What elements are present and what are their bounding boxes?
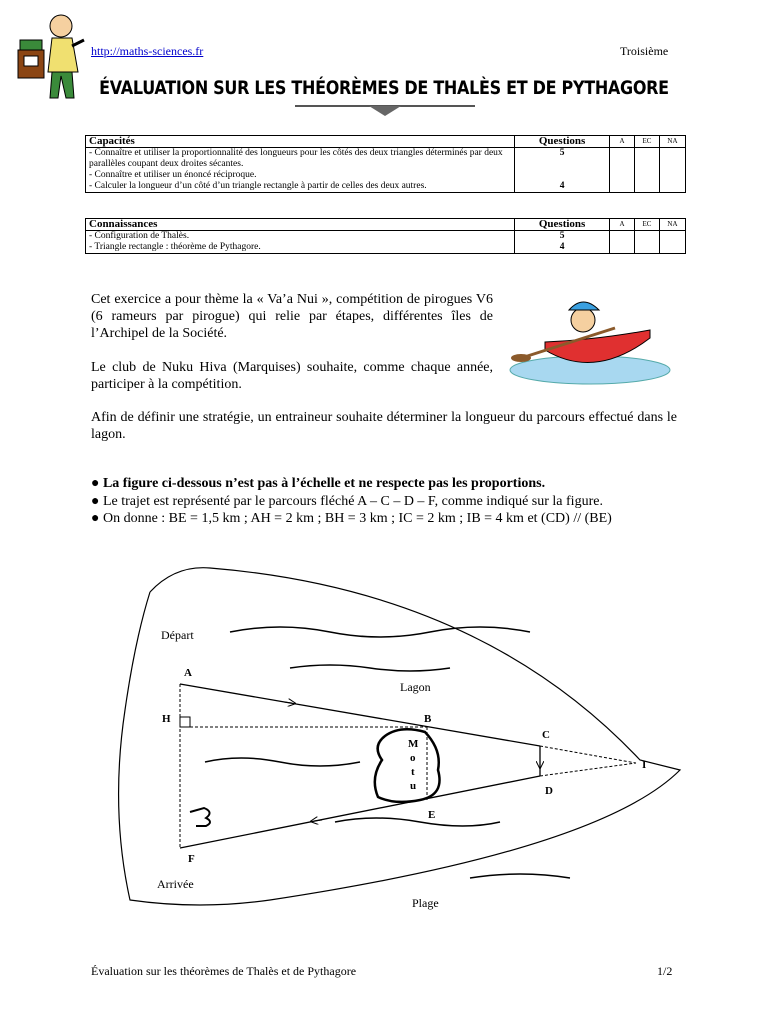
- boat-icon: [190, 808, 210, 826]
- a-cell[interactable]: [610, 231, 635, 254]
- arrow-ac: [284, 702, 292, 703]
- wave-4: [335, 818, 500, 826]
- segment-df: [180, 776, 540, 848]
- na-cell[interactable]: [659, 148, 685, 193]
- given-values: ● On donne : BE = 1,5 km ; AH = 2 km ; BH = 3 km ; IC = 2 km ; IB = 4 km et (CD) // (BE): [91, 511, 612, 526]
- na-cell[interactable]: [659, 231, 685, 254]
- page-title: ÉVALUATION SUR LES THÉORÈMES DE THALÈS ET DE PYTHAGORE: [99, 76, 669, 99]
- coastline: [119, 568, 680, 905]
- questions-cell: 5 4: [515, 148, 610, 193]
- label-lagon: Lagon: [400, 680, 431, 694]
- point-label-e: E: [428, 809, 436, 821]
- wave-2: [290, 665, 450, 671]
- motu-letter: t: [411, 766, 415, 778]
- point-label-b: B: [424, 713, 432, 725]
- point-label-d: D: [545, 785, 553, 797]
- ec-header: EC: [635, 219, 660, 231]
- connaissances-header: Connaissances: [86, 219, 515, 231]
- na-header: NA: [659, 219, 685, 231]
- arrow-df: [314, 820, 322, 821]
- point-label-h: H: [162, 713, 171, 725]
- label-depart: Départ: [161, 628, 194, 642]
- site-link[interactable]: http://maths-sciences.fr: [91, 44, 204, 58]
- a-cell[interactable]: [610, 148, 635, 193]
- motu-letter: M: [408, 738, 419, 750]
- segment-ac: [180, 684, 540, 746]
- label-arrivee: Arrivée: [157, 877, 194, 891]
- a-header: A: [610, 136, 635, 148]
- table-cell: - Configuration de Thalès. - Triangle rectangle : théorème de Pythagore.: [86, 231, 515, 254]
- intro-paragraph: Cet exercice a pour thème la « Va’a Nui », compétition de pirogues V6 (6 rameurs par pirogue) qui relie par étapes, différentes îles de l’Archipel de la Société.: [91, 292, 493, 341]
- wave-3: [205, 758, 360, 766]
- page-number: 1/2: [657, 964, 673, 978]
- club-paragraph: Le club de Nuku Hiva (Marquises) souhaite, comme chaque année, participer à la compétition.: [91, 360, 493, 392]
- table-cell: - Connaître et utiliser la proportionnalité des longueurs pour les côtés des deux triangles déterminés par deux parallèles coupant deux droites sécantes. - Connaître et utiliser un énoncé réciproque. - Calculer la longueur d’un côté d’un triangle rectangle à partir de celles des deux autres.: [86, 148, 515, 193]
- ec-header: EC: [635, 136, 660, 148]
- segment-di: [540, 763, 636, 776]
- na-header: NA: [659, 136, 685, 148]
- wave-5: [470, 874, 570, 878]
- label-plage: Plage: [412, 896, 439, 910]
- point-label-a: A: [184, 667, 192, 679]
- footer-title: Évaluation sur les théorèmes de Thalès et de Pythagore: [91, 964, 357, 978]
- point-label-c: C: [542, 729, 550, 741]
- point-label-f: F: [188, 853, 195, 865]
- point-label-i: I: [642, 759, 647, 771]
- lagoon-figure: [0, 560, 768, 940]
- class-level: Troisième: [620, 44, 669, 58]
- strategy-paragraph: Afin de définir une stratégie, un entraineur souhaite déterminer la longueur du parcours effectué dans le lagon.: [91, 410, 677, 442]
- ec-cell[interactable]: [635, 231, 660, 254]
- questions-header: Questions: [515, 136, 610, 148]
- wave-1: [230, 627, 530, 637]
- capacites-table: [85, 135, 686, 193]
- questions-cell: 5 4: [515, 231, 610, 254]
- right-angle-mark: [180, 717, 190, 727]
- motu-letter: o: [410, 752, 416, 764]
- segment-ci: [540, 746, 636, 763]
- title-underline-decoration: [295, 100, 475, 118]
- scale-warning: ● La figure ci-dessous n’est pas à l’échelle et ne respecte pas les proportions.: [91, 476, 546, 491]
- ec-cell[interactable]: [635, 148, 660, 193]
- rower-boat-illustration: [505, 290, 675, 390]
- questions-header: Questions: [515, 219, 610, 231]
- route-note: ● Le trajet est représenté par le parcours fléché A – C – D – F, comme indiqué sur la figure.: [91, 494, 603, 509]
- a-header: A: [610, 219, 635, 231]
- connaissances-table: [85, 218, 686, 254]
- capacites-header: Capacités: [86, 136, 515, 148]
- motu-letter: u: [410, 780, 417, 792]
